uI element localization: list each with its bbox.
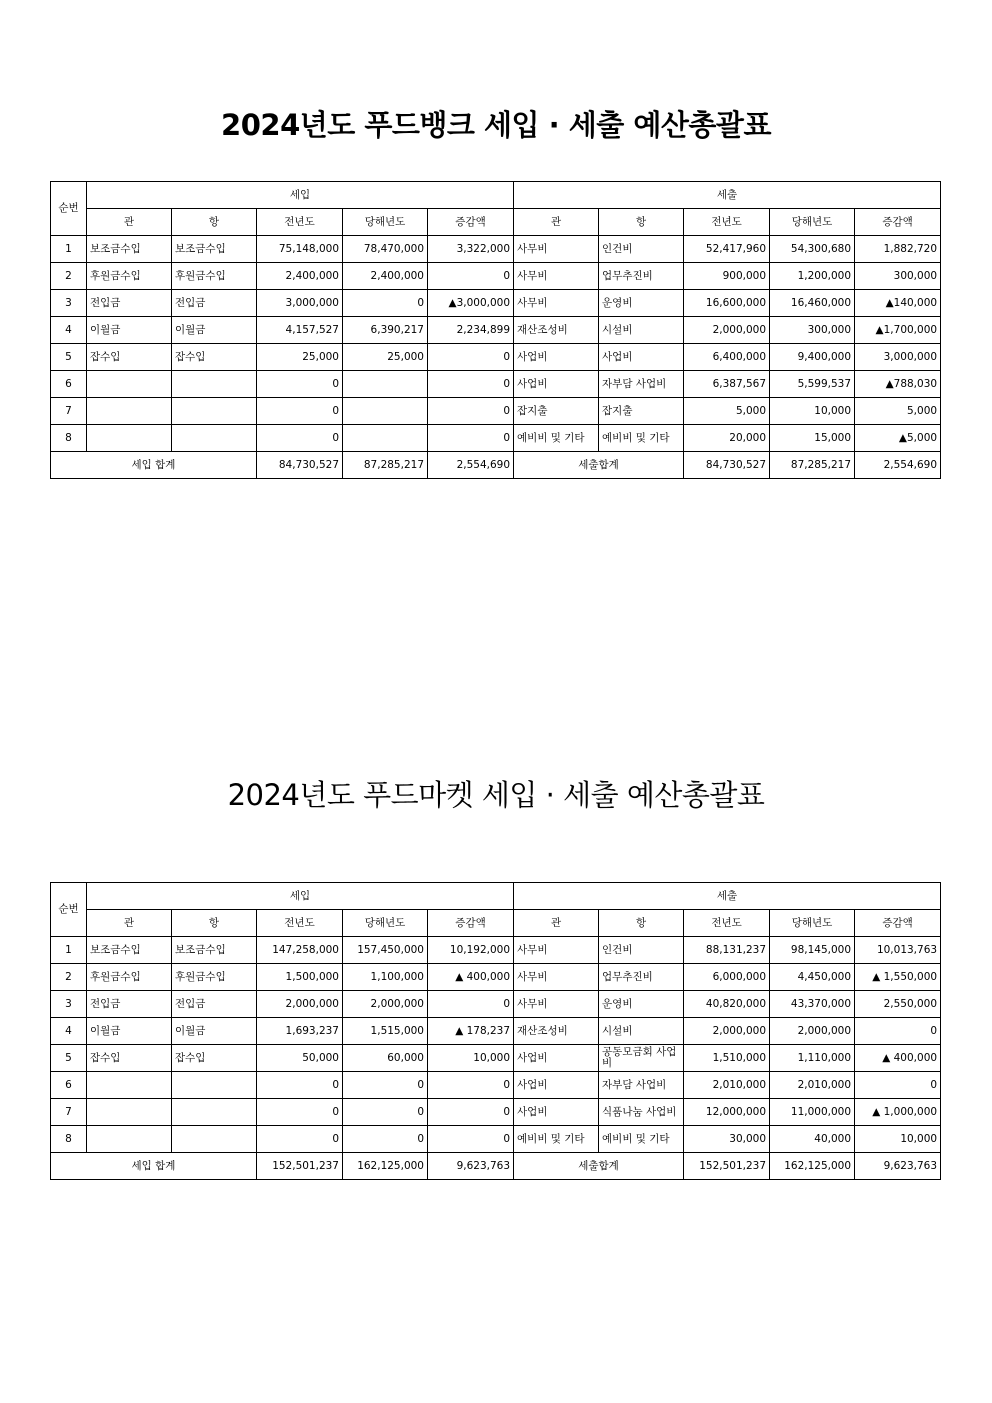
table-cell: 사무비 <box>514 236 599 263</box>
table-cell: 0 <box>343 1126 428 1153</box>
table-row <box>51 290 941 317</box>
table-row <box>51 398 941 425</box>
table-cell <box>343 371 428 398</box>
totals-row <box>51 452 941 479</box>
table-cell: 40,820,000 <box>684 991 770 1018</box>
table-cell: 사무비 <box>514 964 599 991</box>
table-cell: 0 <box>428 1099 514 1126</box>
table-cell: 잡지출 <box>599 398 684 425</box>
table-cell: 2,550,000 <box>855 991 941 1018</box>
table-cell: 1 <box>51 236 87 263</box>
table-cell: 3,000,000 <box>855 344 941 371</box>
table-cell: 사업비 <box>599 344 684 371</box>
table-cell: 1,500,000 <box>257 964 343 991</box>
column-header: 당해년도 <box>770 910 855 937</box>
table-cell: 운영비 <box>599 991 684 1018</box>
table-cell: 1,882,720 <box>855 236 941 263</box>
table-cell: 2,010,000 <box>684 1072 770 1099</box>
column-header: 전년도 <box>684 209 770 236</box>
table-cell: 1,200,000 <box>770 263 855 290</box>
table-cell: 자부담 사업비 <box>599 1072 684 1099</box>
table-cell: 25,000 <box>343 344 428 371</box>
table-cell: 16,600,000 <box>684 290 770 317</box>
column-header: 관 <box>514 209 599 236</box>
revenue-total-prev: 152,501,237 <box>257 1153 343 1180</box>
header-row <box>51 182 941 209</box>
table-cell: 예비비 및 기타 <box>599 1126 684 1153</box>
table-cell: 8 <box>51 1126 87 1153</box>
table-cell: 5 <box>51 1045 87 1072</box>
table-cell: 300,000 <box>855 263 941 290</box>
table-cell: ▲140,000 <box>855 290 941 317</box>
table-row <box>51 1018 941 1045</box>
table-cell: 12,000,000 <box>684 1099 770 1126</box>
table-cell: 4,157,527 <box>257 317 343 344</box>
header-expenditure: 세출 <box>514 883 941 910</box>
table-cell: 잡수입 <box>87 1045 172 1072</box>
table-cell: 전입금 <box>87 991 172 1018</box>
foodmarket-budget-title: 2024년도 푸드마켓 세입 · 세출 예산총괄표 <box>227 778 765 812</box>
table-row <box>51 1099 941 1126</box>
table-cell: 43,370,000 <box>770 991 855 1018</box>
header-row <box>51 883 941 910</box>
header-no: 순번 <box>51 182 87 236</box>
table-cell: 0 <box>855 1072 941 1099</box>
column-header: 전년도 <box>257 209 343 236</box>
expenditure-total-label: 세출합계 <box>514 1153 684 1180</box>
column-header: 당해년도 <box>343 209 428 236</box>
table-cell: 0 <box>343 1099 428 1126</box>
table-cell: 6,387,567 <box>684 371 770 398</box>
table-cell: 147,258,000 <box>257 937 343 964</box>
table-cell: 16,460,000 <box>770 290 855 317</box>
table-cell: 4 <box>51 317 87 344</box>
table-cell: 25,000 <box>257 344 343 371</box>
table-cell: 300,000 <box>770 317 855 344</box>
table-cell: 11,000,000 <box>770 1099 855 1126</box>
table-row <box>51 1072 941 1099</box>
table-cell: 4 <box>51 1018 87 1045</box>
table-row <box>51 344 941 371</box>
table-cell: 88,131,237 <box>684 937 770 964</box>
table-cell: 0 <box>257 425 343 452</box>
subheader-row <box>51 910 941 937</box>
table-cell: 1 <box>51 937 87 964</box>
table-cell: 사무비 <box>514 290 599 317</box>
table-cell: 6 <box>51 371 87 398</box>
column-header: 당해년도 <box>343 910 428 937</box>
table-cell: 1,515,000 <box>343 1018 428 1045</box>
table-cell <box>87 1099 172 1126</box>
table-cell: 식품나눔 사업비 <box>599 1099 684 1126</box>
table-cell: 2 <box>51 964 87 991</box>
table-cell: 8 <box>51 425 87 452</box>
table-cell: 재산조성비 <box>514 1018 599 1045</box>
table-cell: 재산조성비 <box>514 317 599 344</box>
table-cell: 잡수입 <box>172 344 257 371</box>
expenditure-total-diff: 9,623,763 <box>855 1153 941 1180</box>
table-cell <box>87 1072 172 1099</box>
table-cell: 사무비 <box>514 937 599 964</box>
totals-row <box>51 1153 941 1180</box>
table-cell: 7 <box>51 1099 87 1126</box>
table-cell: 9,400,000 <box>770 344 855 371</box>
table-cell: ▲ 400,000 <box>428 964 514 991</box>
revenue-total-label: 세입 합계 <box>51 1153 257 1180</box>
table-cell: 잡지출 <box>514 398 599 425</box>
table-cell: 0 <box>428 425 514 452</box>
table-cell <box>172 1099 257 1126</box>
header-revenue: 세입 <box>87 182 514 209</box>
table-cell: 54,300,680 <box>770 236 855 263</box>
table-cell <box>343 398 428 425</box>
table-cell: 98,145,000 <box>770 937 855 964</box>
table-cell: 후원금수입 <box>87 964 172 991</box>
table-cell: 0 <box>343 1072 428 1099</box>
table-row <box>51 317 941 344</box>
table-cell: 7 <box>51 398 87 425</box>
revenue-total-curr: 162,125,000 <box>343 1153 428 1180</box>
column-header: 항 <box>599 910 684 937</box>
table-cell: 75,148,000 <box>257 236 343 263</box>
table-cell: 0 <box>257 1126 343 1153</box>
table-cell: 5,599,537 <box>770 371 855 398</box>
table-cell: 자부담 사업비 <box>599 371 684 398</box>
table-cell: 2,000,000 <box>770 1018 855 1045</box>
table-cell: 시설비 <box>599 317 684 344</box>
table-cell: 5,000 <box>684 398 770 425</box>
table-cell: 2,000,000 <box>257 991 343 1018</box>
table-cell: 사업비 <box>514 1045 599 1072</box>
table-row <box>51 991 941 1018</box>
table-cell: 사업비 <box>514 1072 599 1099</box>
header-revenue: 세입 <box>87 883 514 910</box>
table-cell: 1,100,000 <box>343 964 428 991</box>
table-row <box>51 1126 941 1153</box>
table-cell: 이월금 <box>172 1018 257 1045</box>
table-cell: 30,000 <box>684 1126 770 1153</box>
expenditure-total-curr: 162,125,000 <box>770 1153 855 1180</box>
expenditure-total-label: 세출합계 <box>514 452 684 479</box>
table-row <box>51 964 941 991</box>
table-cell: 잡수입 <box>172 1045 257 1072</box>
table-cell: 0 <box>855 1018 941 1045</box>
table-cell: ▲ 400,000 <box>855 1045 941 1072</box>
table-cell: 보조금수입 <box>172 937 257 964</box>
table-cell: 예비비 및 기타 <box>599 425 684 452</box>
column-header: 관 <box>87 209 172 236</box>
table-row <box>51 371 941 398</box>
table-cell: 전입금 <box>172 991 257 1018</box>
revenue-total-label: 세입 합계 <box>51 452 257 479</box>
table-cell: 후원금수입 <box>172 263 257 290</box>
foodbank-budget-table <box>50 181 941 479</box>
table-cell: 2 <box>51 263 87 290</box>
table-cell: 3,000,000 <box>257 290 343 317</box>
column-header: 항 <box>172 209 257 236</box>
table-cell: 공동모금회 사업비 <box>599 1045 684 1072</box>
table-cell: 4,450,000 <box>770 964 855 991</box>
table-cell: 157,450,000 <box>343 937 428 964</box>
table-cell: 0 <box>257 398 343 425</box>
table-cell: 이월금 <box>87 317 172 344</box>
table-cell: 0 <box>257 371 343 398</box>
table-cell: 1,110,000 <box>770 1045 855 1072</box>
table-cell: 6 <box>51 1072 87 1099</box>
table-cell: 3 <box>51 991 87 1018</box>
foodbank-budget-title: 2024년도 푸드뱅크 세입 · 세출 예산총괄표 <box>221 108 771 142</box>
table-cell: 보조금수입 <box>87 937 172 964</box>
table-cell: 운영비 <box>599 290 684 317</box>
table-row <box>51 937 941 964</box>
table-row <box>51 263 941 290</box>
table-cell: 40,000 <box>770 1126 855 1153</box>
table-row <box>51 425 941 452</box>
table-cell: 3 <box>51 290 87 317</box>
table-cell <box>87 425 172 452</box>
column-header: 당해년도 <box>770 209 855 236</box>
table-cell: 0 <box>428 991 514 1018</box>
table-cell: 예비비 및 기타 <box>514 425 599 452</box>
table-cell: 60,000 <box>343 1045 428 1072</box>
header-no: 순번 <box>51 883 87 937</box>
table-cell: 900,000 <box>684 263 770 290</box>
table-cell: ▲3,000,000 <box>428 290 514 317</box>
table-cell: 사업비 <box>514 1099 599 1126</box>
table-cell <box>172 1126 257 1153</box>
column-header: 증감액 <box>428 910 514 937</box>
column-header: 증감액 <box>428 209 514 236</box>
table-cell: 10,000 <box>428 1045 514 1072</box>
expenditure-total-curr: 87,285,217 <box>770 452 855 479</box>
subheader-row <box>51 209 941 236</box>
column-header: 전년도 <box>684 910 770 937</box>
revenue-total-diff: 9,623,763 <box>428 1153 514 1180</box>
table-cell: 5 <box>51 344 87 371</box>
table-row <box>51 236 941 263</box>
table-cell: 전입금 <box>87 290 172 317</box>
table-cell: 2,000,000 <box>343 991 428 1018</box>
table-cell: 10,000 <box>770 398 855 425</box>
table-cell: 15,000 <box>770 425 855 452</box>
table-cell: 1,510,000 <box>684 1045 770 1072</box>
column-header: 관 <box>87 910 172 937</box>
table-cell: 2,400,000 <box>257 263 343 290</box>
table-cell <box>172 1072 257 1099</box>
table-cell <box>172 398 257 425</box>
table-row <box>51 1045 941 1072</box>
table-cell: 2,400,000 <box>343 263 428 290</box>
table-cell: 3,322,000 <box>428 236 514 263</box>
revenue-total-prev: 84,730,527 <box>257 452 343 479</box>
column-header: 전년도 <box>257 910 343 937</box>
table-cell: 0 <box>343 290 428 317</box>
table-cell: ▲1,700,000 <box>855 317 941 344</box>
table-cell: 0 <box>257 1099 343 1126</box>
revenue-total-curr: 87,285,217 <box>343 452 428 479</box>
table-cell: 0 <box>428 344 514 371</box>
table-cell: 10,000 <box>855 1126 941 1153</box>
table-cell: 잡수입 <box>87 344 172 371</box>
revenue-total-diff: 2,554,690 <box>428 452 514 479</box>
table-cell: 보조금수입 <box>172 236 257 263</box>
table-cell: 50,000 <box>257 1045 343 1072</box>
table-cell: 사무비 <box>514 991 599 1018</box>
table-cell: 인건비 <box>599 937 684 964</box>
table-cell <box>172 371 257 398</box>
table-cell: 5,000 <box>855 398 941 425</box>
foodmarket-budget-table <box>50 882 941 1180</box>
column-header: 항 <box>172 910 257 937</box>
table-cell: 업무추진비 <box>599 964 684 991</box>
table-cell: 2,010,000 <box>770 1072 855 1099</box>
table-cell <box>87 398 172 425</box>
table-cell: 업무추진비 <box>599 263 684 290</box>
table-cell: ▲ 178,237 <box>428 1018 514 1045</box>
expenditure-total-prev: 152,501,237 <box>684 1153 770 1180</box>
table-cell: 20,000 <box>684 425 770 452</box>
header-expenditure: 세출 <box>514 182 941 209</box>
table-cell: 2,000,000 <box>684 1018 770 1045</box>
table-cell: 1,693,237 <box>257 1018 343 1045</box>
table-cell <box>87 1126 172 1153</box>
table-cell: 6,390,217 <box>343 317 428 344</box>
table-cell: 사업비 <box>514 371 599 398</box>
table-cell: 전입금 <box>172 290 257 317</box>
table-cell: 인건비 <box>599 236 684 263</box>
table-cell: 78,470,000 <box>343 236 428 263</box>
table-cell: 후원금수입 <box>172 964 257 991</box>
table-cell: 52,417,960 <box>684 236 770 263</box>
table-cell: 예비비 및 기타 <box>514 1126 599 1153</box>
table-cell: 후원금수입 <box>87 263 172 290</box>
table-cell: 이월금 <box>87 1018 172 1045</box>
table-cell: 이월금 <box>172 317 257 344</box>
table-cell: ▲ 1,000,000 <box>855 1099 941 1126</box>
column-header: 관 <box>514 910 599 937</box>
expenditure-total-diff: 2,554,690 <box>855 452 941 479</box>
table-cell: 사무비 <box>514 263 599 290</box>
table-cell: 보조금수입 <box>87 236 172 263</box>
column-header: 항 <box>599 209 684 236</box>
table-cell: 10,192,000 <box>428 937 514 964</box>
table-cell: 2,234,899 <box>428 317 514 344</box>
table-cell: 0 <box>257 1072 343 1099</box>
column-header: 증감액 <box>855 910 941 937</box>
table-cell: ▲788,030 <box>855 371 941 398</box>
table-cell: 시설비 <box>599 1018 684 1045</box>
table-cell: 사업비 <box>514 344 599 371</box>
table-cell: 0 <box>428 1072 514 1099</box>
table-cell <box>87 371 172 398</box>
table-cell: 2,000,000 <box>684 317 770 344</box>
table-cell: ▲5,000 <box>855 425 941 452</box>
expenditure-total-prev: 84,730,527 <box>684 452 770 479</box>
table-cell: 6,000,000 <box>684 964 770 991</box>
table-cell: 6,400,000 <box>684 344 770 371</box>
table-cell <box>172 425 257 452</box>
table-cell: 0 <box>428 1126 514 1153</box>
table-cell: 0 <box>428 263 514 290</box>
table-cell: 10,013,763 <box>855 937 941 964</box>
table-cell: ▲ 1,550,000 <box>855 964 941 991</box>
table-cell: 0 <box>428 398 514 425</box>
table-cell <box>343 425 428 452</box>
table-cell: 0 <box>428 371 514 398</box>
column-header: 증감액 <box>855 209 941 236</box>
